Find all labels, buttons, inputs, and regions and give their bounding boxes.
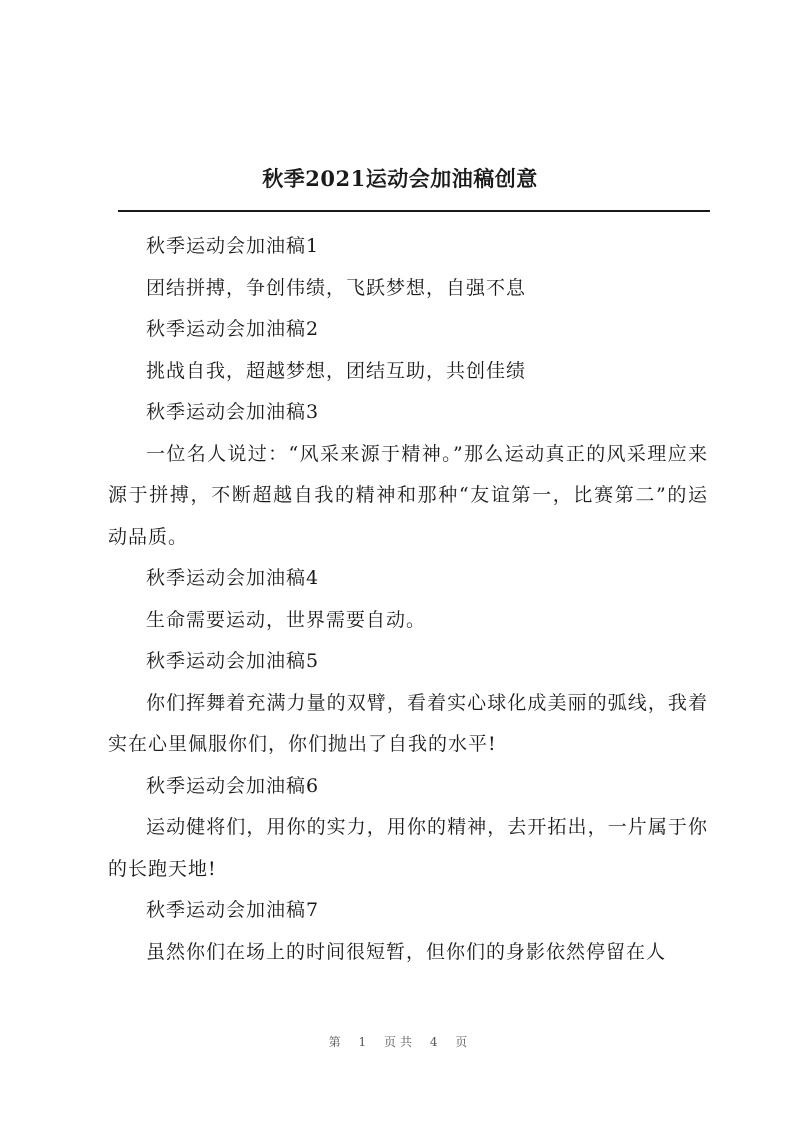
footer-total-pages: 4 [429,1035,442,1049]
section-heading-6: 秋季运动会加油稿6 [146,774,320,797]
document-title: 秋季2021运动会加油稿创意 [262,166,538,191]
footer-suffix: 页 [455,1035,472,1049]
page-footer [0,1033,800,1050]
section-heading-3: 秋季运动会加油稿3 [146,401,320,423]
section-heading-7: 秋季运动会加油稿7 [146,899,320,921]
section-heading-5: 秋季运动会加油稿5 [146,650,320,672]
paragraph-2: 挑战自我，超越梦想，团结互助，共创佳绩 [146,359,527,382]
document-body [108,226,708,973]
section-heading-2: 秋季运动会加油稿2 [146,318,320,340]
paragraph-3: 一位名人说过：“风采来源于精神。”那么运动真正的风采理应来源于拼搏，不断超越自我的精神和那种“友谊第一，比赛第二”的运动品质。 [108,442,708,548]
paragraph-7: 虽然你们在场上的时间很短暂，但你们的身影依然停留在人 [146,940,667,963]
section-heading-4: 秋季运动会加油稿4 [146,567,320,589]
paragraph-6: 运动健将们，用你的实力，用你的精神，去开拓出，一片属于你的长跑天地! [108,816,708,880]
footer-prefix: 第 [328,1035,345,1049]
paragraph-4: 生命需要运动，世界需要自动。 [146,608,427,631]
footer-current-page: 1 [358,1035,371,1049]
paragraph-1: 团结拼搏，争创伟绩，飞跃梦想，自强不息 [146,276,527,299]
paragraph-5: 你们挥舞着充满力量的双臂，看着实心球化成美丽的弧线，我着实在心里佩服你们，你们抛出了自我的水平! [108,691,708,755]
section-heading-1: 秋季运动会加油稿1 [146,235,320,257]
title-divider [118,210,710,212]
footer-middle: 页共 [383,1035,416,1049]
